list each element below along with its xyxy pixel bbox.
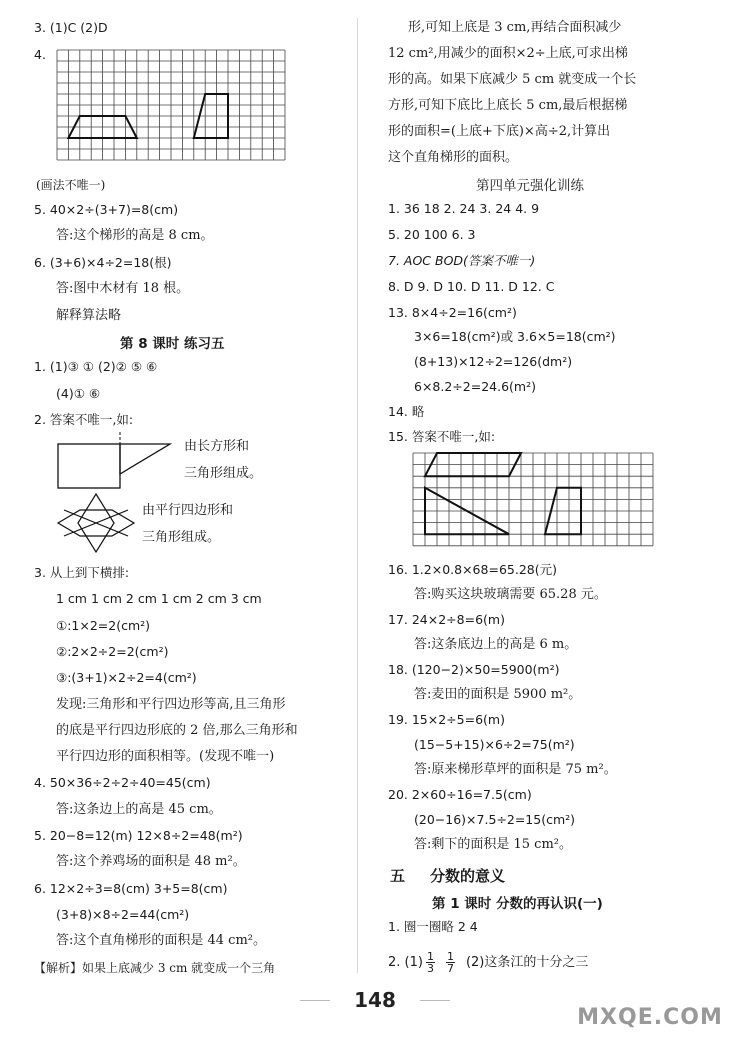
denominator: 7 [446, 962, 454, 975]
answer-line: 6. (3+6)×4÷2=18(根) [34, 255, 172, 270]
answer-line: 答:图中木材有 18 根。 [56, 281, 190, 296]
answer-line: 7. AOC BOD(答案不唯一) [388, 253, 536, 268]
answer-line [388, 951, 588, 974]
denominator: 3 [426, 962, 434, 975]
answer-line: 1 cm 1 cm 2 cm 1 cm 2 cm 3 cm [56, 591, 262, 606]
unit-heading: 第四单元强化训练 [476, 178, 584, 194]
answer-line: 答:原来梯形草坪的面积是 75 m²。 [414, 762, 617, 777]
answer-line: 答:这个直角梯形的面积是 44 cm²。 [56, 933, 267, 948]
answer-line: 的底是平行四边形底的 2 倍,那么三角形和 [56, 723, 298, 738]
answer-line: 17. 24×2÷8=6(m) [388, 612, 505, 627]
grid-trapezoid-figure [55, 48, 293, 166]
answer-line: 5. 20−8=12(m) 12×8÷2=48(m²) [34, 828, 243, 843]
answer-line: 20. 2×60÷16=7.5(cm) [388, 787, 532, 802]
numerator: 1 [426, 950, 434, 963]
answer-line: 1. (1)③ ① (2)② ⑤ ⑥ [34, 359, 158, 374]
lesson-heading: 第 1 课时 分数的再认识(一) [432, 896, 603, 912]
answer-line: (15−5+15)×6÷2=75(m²) [414, 737, 575, 752]
figure-caption: 由长方形和 [184, 439, 250, 454]
analysis-line: 方形,可知下底比上底长 5 cm,最后根据梯 [388, 98, 628, 113]
grid-parallelogram-figure [411, 451, 657, 556]
answer-line: ③:(3+1)×2÷2=4(cm²) [56, 670, 197, 685]
answer-line: 16. 1.2×0.8×68=65.28(元) [388, 562, 557, 577]
lesson-heading: 第 8 课时 练习五 [120, 336, 225, 352]
answer-line: 4. 50×36÷2÷2÷40=45(cm) [34, 775, 211, 790]
fraction [446, 951, 455, 974]
analysis-line: 形的高。如果下底减少 5 cm 就变成一个长 [388, 72, 637, 87]
analysis-line: 形,可知上底是 3 cm,再结合面积减少 [408, 20, 622, 35]
answer-note: (画法不唯一) [36, 178, 106, 192]
answer-line: 5. 20 100 6. 3 [388, 227, 476, 242]
column-divider [357, 18, 358, 973]
answer-line: 4. [34, 47, 46, 62]
answer-line: 6. 12×2÷3=8(cm) 3+5=8(cm) [34, 881, 228, 896]
answer-line: ②:2×2÷2=2(cm²) [56, 644, 169, 659]
answer-line: 1. 36 18 2. 24 3. 24 4. 9 [388, 201, 540, 216]
answer-line: 6×8.2÷2=24.6(m²) [414, 379, 536, 394]
chapter-number: 五 [390, 867, 406, 885]
rect-triangle-figure [56, 430, 196, 490]
analysis-line: 12 cm²,用减少的面积×2÷上底,可求出梯 [388, 46, 628, 61]
answer-line: (4)① ⑥ [56, 386, 101, 401]
answer-line: 答:这条底边上的高是 6 m。 [414, 637, 578, 652]
answer-suffix: (2)这条江的十分之三 [465, 955, 589, 970]
answer-line: (20−16)×7.5÷2=15(cm²) [414, 812, 576, 827]
answer-line: 14. 略 [388, 404, 425, 419]
answer-line: 平行四边形的面积相等。(发现不唯一) [56, 749, 275, 764]
answer-line: 3×6=18(cm²)或 3.6×5=18(cm²) [414, 329, 616, 344]
answer-line: 答:麦田的面积是 5900 m²。 [414, 687, 582, 702]
figure-caption: 由平行四边形和 [142, 503, 234, 518]
answer-line: 15. 答案不唯一,如: [388, 429, 496, 444]
answer-line: 2. 答案不唯一,如: [34, 412, 134, 427]
figure-caption: 三角形组成。 [142, 530, 221, 545]
figure-caption: 三角形组成。 [184, 466, 263, 481]
chapter-title: 分数的意义 [430, 867, 506, 885]
answer-line: 解释算法略 [56, 308, 122, 323]
answer-line: 答:这个养鸡场的面积是 48 m²。 [56, 854, 246, 869]
star-parallelogram-figure [56, 492, 136, 554]
answer-line: 8. D 9. D 10. D 11. D 12. C [388, 279, 555, 294]
answer-prefix: 2. (1) [388, 955, 423, 970]
answer-line: 3. (1)C (2)D [34, 20, 108, 35]
answer-line: 答:这条边上的高是 45 cm。 [56, 802, 222, 817]
fraction [426, 951, 435, 974]
watermark: MXQE.COM [577, 1005, 723, 1030]
answer-line: 答:购买这块玻璃需要 65.28 元。 [414, 587, 607, 602]
answer-line: (8+13)×12÷2=126(dm²) [414, 354, 573, 369]
answer-line: 答:剩下的面积是 15 cm²。 [414, 837, 573, 852]
analysis-line: 【解析】如果上底减少 3 cm 就变成一个三角 [34, 961, 276, 975]
analysis-line: 形的面积=(上底+下底)×高÷2,计算出 [388, 124, 611, 139]
answer-line: ①:1×2=2(cm²) [56, 618, 151, 633]
answer-line: 19. 15×2÷5=6(m) [388, 712, 505, 727]
answer-line: 5. 40×2÷(3+7)=8(cm) [34, 202, 179, 217]
answer-line: 18. (120−2)×50=5900(m²) [388, 662, 560, 677]
answer-line: 发现:三角形和平行四边形等高,且三角形 [56, 697, 286, 712]
answer-line: 答:这个梯形的高是 8 cm。 [56, 228, 214, 243]
analysis-line: 这个直角梯形的面积。 [388, 150, 519, 165]
answer-line: 1. 圈一圈略 2 4 [388, 919, 478, 934]
answer-line: 13. 8×4÷2=16(cm²) [388, 305, 517, 320]
answer-line: 3. 从上到下横排: [34, 565, 130, 580]
answer-line: (3+8)×8÷2=44(cm²) [56, 907, 190, 922]
page-number: 148 [354, 988, 396, 1012]
numerator: 1 [446, 950, 454, 963]
